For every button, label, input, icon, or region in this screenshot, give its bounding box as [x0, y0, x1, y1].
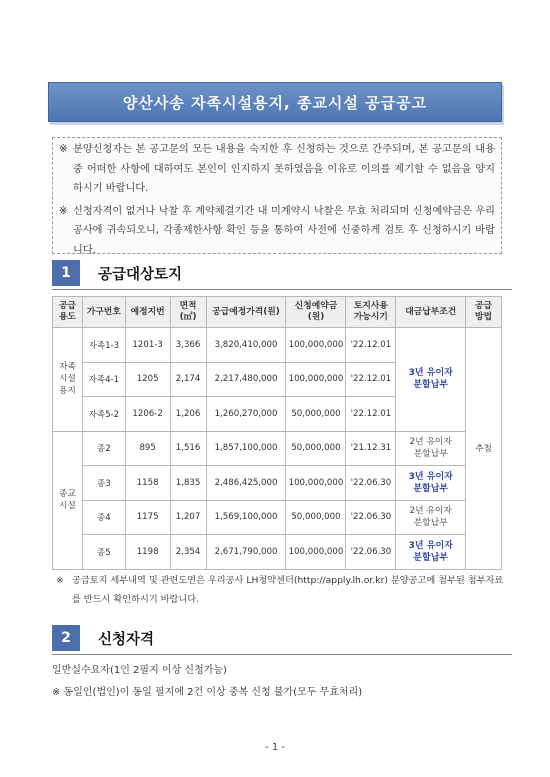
cell-price: 3,820,410,000	[206, 328, 286, 363]
section-1-header	[52, 260, 512, 286]
column-header: 면적(㎡)	[170, 297, 206, 328]
notice-box	[52, 137, 502, 254]
page-number: - 1 -	[265, 742, 285, 753]
note-text: 공급토지 세부내역 및 관련도면은 우리공사 LH청약센터(http://apply.lh.or.kr) 분양공고에 첨부된 첨부자료를 반드시 확인하시기 바랍니다.	[72, 575, 504, 605]
payment-terms-cell: 2년 유이자 분할납부	[396, 500, 466, 535]
cell-date: '22.06.30	[346, 535, 396, 570]
cell-area: 1,835	[170, 466, 206, 501]
cell-price: 2,486,425,000	[206, 466, 286, 501]
cell-date: '22.12.01	[346, 362, 396, 397]
column-header: 공급 용도	[53, 297, 83, 328]
payment-terms-cell: 3년 유이자 분할납부	[396, 466, 466, 501]
cell-deposit: 100,000,000	[286, 535, 346, 570]
column-header: 신청예약금(원)	[286, 297, 346, 328]
cell-area: 1,206	[170, 397, 206, 432]
notice-item	[59, 202, 495, 261]
notice-mark: ※	[59, 144, 68, 155]
section-divider	[52, 654, 512, 655]
payment-terms-cell: 3년 유이자 분할납부	[396, 535, 466, 570]
section-number: 2	[52, 625, 80, 651]
cell-area: 1,516	[170, 431, 206, 466]
supply-use-cell: 종교 시설	[53, 431, 83, 569]
notice-mark: ※	[59, 205, 68, 217]
cell-date: '22.06.30	[346, 500, 396, 535]
table-row	[53, 535, 502, 570]
supply-table	[52, 296, 502, 570]
section-number: 1	[52, 260, 80, 286]
section-title: 공급대상토지	[98, 266, 183, 283]
supply-use-cell: 자족 시설 용지	[53, 328, 83, 432]
table-row	[53, 431, 502, 466]
cell-lot: 1198	[125, 535, 170, 570]
page-title: 양산사송 자족시설용지, 종교시설 공급공고	[48, 82, 502, 122]
table-row	[53, 328, 502, 363]
cell-no: 자족5-2	[82, 397, 125, 432]
section-title: 신청자격	[98, 631, 155, 648]
supply-method-cell: 추첨	[466, 328, 502, 570]
qualification-note: ※ 동일인(법인)이 동일 필지에 2건 이상 중복 신청 불가(모두 무효처리)	[52, 687, 363, 698]
payment-terms-cell: 2년 유이자 분할납부	[396, 431, 466, 466]
cell-area: 2,354	[170, 535, 206, 570]
cell-date: '22.12.01	[346, 397, 396, 432]
cell-deposit: 50,000,000	[286, 500, 346, 535]
cell-no: 종5	[82, 535, 125, 570]
cell-no: 자족4-1	[82, 362, 125, 397]
cell-area: 1,207	[170, 500, 206, 535]
table-row	[53, 466, 502, 501]
cell-no: 종2	[82, 431, 125, 466]
cell-deposit: 100,000,000	[286, 362, 346, 397]
note-mark: ※	[56, 575, 64, 586]
cell-deposit: 100,000,000	[286, 328, 346, 363]
cell-deposit: 100,000,000	[286, 466, 346, 501]
column-header: 대금납부조건	[396, 297, 466, 328]
cell-date: '22.06.30	[346, 466, 396, 501]
cell-area: 3,366	[170, 328, 206, 363]
cell-price: 1,260,270,000	[206, 397, 286, 432]
cell-lot: 895	[125, 431, 170, 466]
cell-lot: 1205	[125, 362, 170, 397]
column-header: 예정지번	[125, 297, 170, 328]
column-header: 공급 방법	[466, 297, 502, 328]
cell-price: 1,857,100,000	[206, 431, 286, 466]
cell-deposit: 50,000,000	[286, 431, 346, 466]
cell-no: 자족1-3	[82, 328, 125, 363]
cell-lot: 1201-3	[125, 328, 170, 363]
section-divider	[52, 289, 512, 290]
cell-price: 2,671,790,000	[206, 535, 286, 570]
table-header-row	[53, 297, 502, 328]
qualification-line: 일반실수요자(1인 2필지 이상 신청가능)	[52, 665, 227, 676]
column-header: 토지사용 가능시기	[346, 297, 396, 328]
table-row	[53, 500, 502, 535]
column-header: 가구번호	[82, 297, 125, 328]
cell-deposit: 50,000,000	[286, 397, 346, 432]
payment-terms-cell: 3년 유이자 분할납부	[396, 328, 466, 432]
cell-date: '21.12.31	[346, 431, 396, 466]
notice-item	[59, 140, 495, 199]
table-note	[56, 571, 504, 609]
cell-no: 종3	[82, 466, 125, 501]
cell-no: 종4	[82, 500, 125, 535]
cell-price: 1,569,100,000	[206, 500, 286, 535]
cell-lot: 1206-2	[125, 397, 170, 432]
cell-area: 2,174	[170, 362, 206, 397]
cell-lot: 1175	[125, 500, 170, 535]
cell-lot: 1158	[125, 466, 170, 501]
notice-text: 신청자격이 없거나 낙찰 후 계약체결기간 내 미계약시 낙찰은 무효 처리되며 신청예약금은 우리공사에 귀속되오니, 각종제한사항 확인 등을 통하여 사전에 신중하게 검토 후 신청하시기 바랍니다.	[73, 205, 495, 256]
cell-price: 2,217,480,000	[206, 362, 286, 397]
notice-text: 분양신청자는 본 공고문의 모든 내용을 숙지한 후 신청하는 것으로 간주되며, 본 공고문의 내용 중 어떠한 사항에 대하여도 본인이 인지하지 못하였음을 이유로 이의를 제기할 수 없음을 양지하시기 바랍니다.	[73, 144, 495, 194]
column-header: 공급예정가격(원)	[206, 297, 286, 328]
cell-date: '22.12.01	[346, 328, 396, 363]
section-2-header	[52, 625, 512, 651]
